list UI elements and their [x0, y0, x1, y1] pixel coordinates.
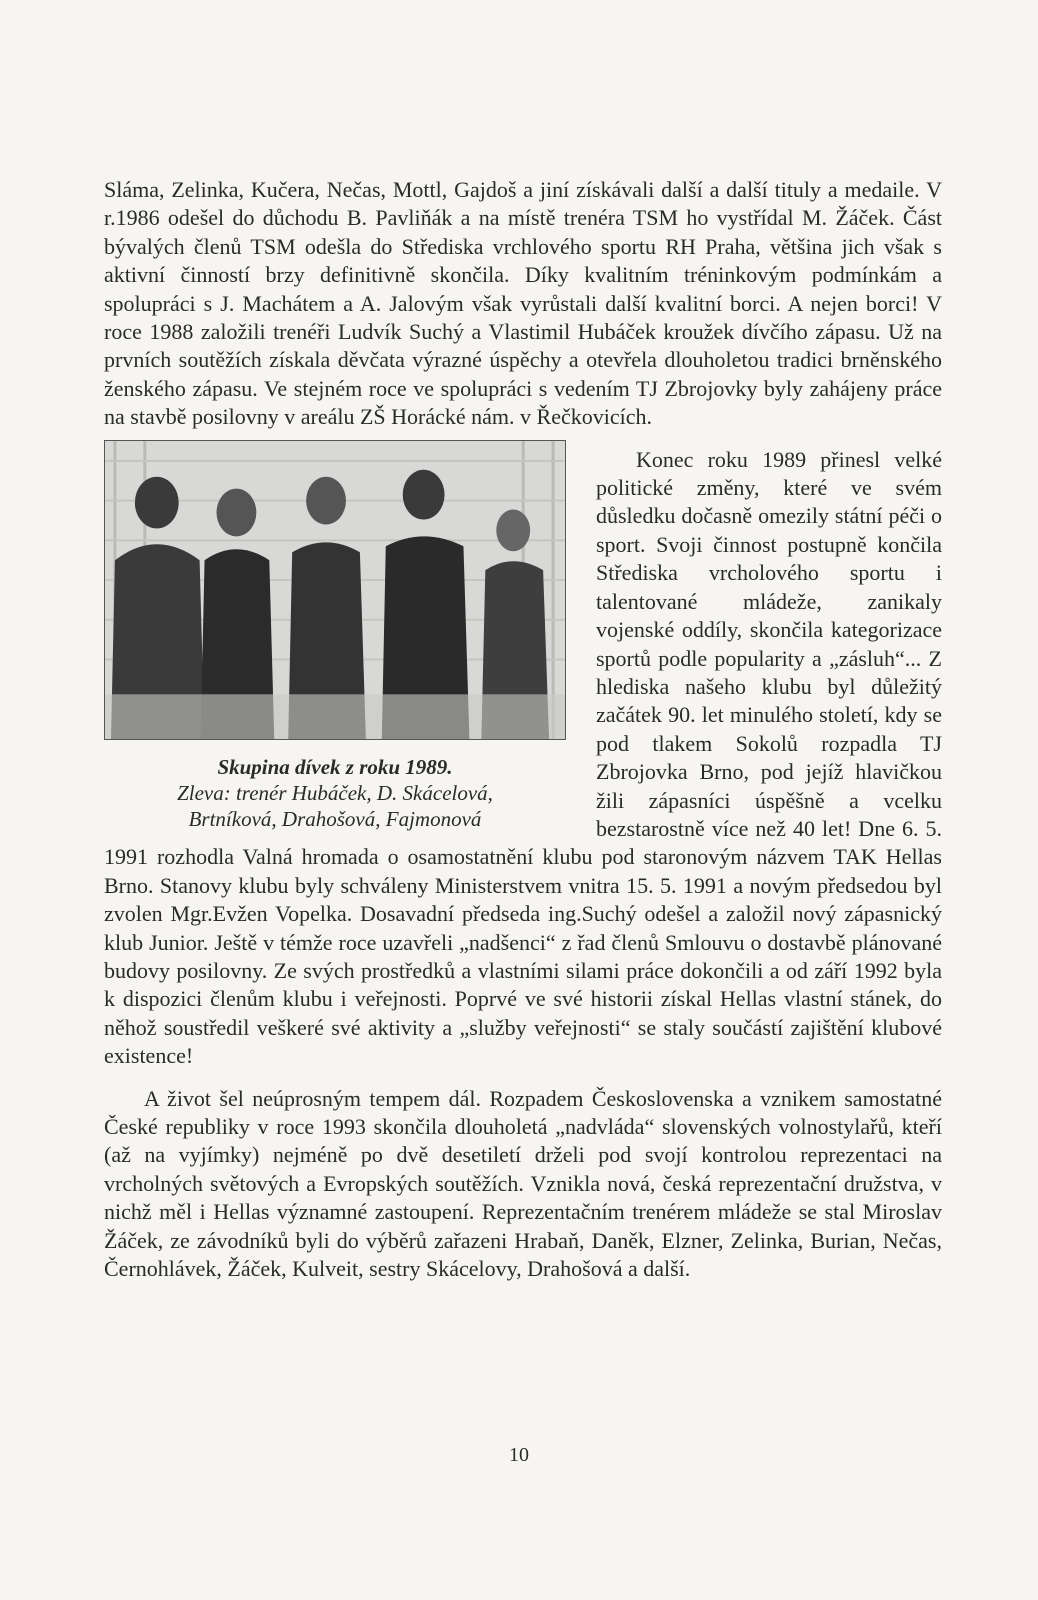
page-content — [104, 176, 942, 1283]
paragraph-1: Sláma, Zelinka, Kučera, Nečas, Mottl, Gajdoš a jiní získávali další a další tituly a medaile. V r.1986 odešel do důchodu B. Pavliňák a na místě trenéra TSM ho vystřídal M. Žáček. Část bývalých členů TSM odešla do Střediska vrchlového sportu RH Praha, většina jich však s aktivní činností brzy definitivně skončila. Díky kvalitním tréninkovým podmínkám a spolupráci s J. Machátem a A. Jalovým však vyrůstali další kvalitní borci. A nejen borci! V roce 1988 založili trenéři Ludvík Suchý a Vlastimil Hubáček kroužek dívčího zápasu. Už na prvních soutěžích získala děvčata výrazné úspěchy a otevřela dlouholetou tradici brněnského ženského zápasu. Ve stejném roce ve spolupráci s vedením TJ Zbrojovky byly zahájeny práce na stavbě posilovny v areálu ZŠ Horácké nám. v Řečkovicích. — [104, 177, 942, 430]
paragraph-2: Konec roku 1989 přinesl velké politické změny, které ve svém důsledku dočasně omezily státní péči o sport. Svoji činnost postupně končila Střediska vrcholového sportu i talentované mládeže, zanikaly vojenské oddíly, skončila kategorizace sportů podle popularity a „zásluh“... Z hlediska našeho klubu byl důležitý začátek 90. let minulého století, kdy se pod tlakem Sokolů rozpadla TJ Zbrojovka Brno, pod jejíž hlavičkou žili zápasníci úspěšně a vcelku bezstarostně více než 40 let! Dne 6. 5. 1991 rozhodla Valná hromada o osamostatnění klubu pod staronovým názvem TAK Hellas Brno. Stanovy klubu byly schváleny Ministerstvem vnitra 15. 5. 1991 a novým předsedou byl zvolen Mgr.Evžen Vopelka. Dosavadní předseda ing.Suchý odešel a založil nový zápasnický klub Junior. Ještě v témže roce uzavřeli „nadšenci“ z řad členů Smlouvu o dostavbě plánované budovy posilovny. Ze svých prostředků a vlastními silami práce dokončili a od září 1992 byla k dispozici členům klubu i veřejnosti. Poprvé ve své historii získal Hellas vlastní stánek, do něhož soustředil veškeré své aktivity a „služby veřejnosti“ se staly součástí zajištění klubové existence! — [104, 446, 942, 1069]
group-photo — [104, 440, 566, 740]
caption-line-2: Zleva: trenér Hubáček, D. Skácelová, — [177, 780, 493, 805]
caption-line-3: Brtníková, Drahošová, Fajmonová — [188, 806, 482, 831]
page-number: 10 — [509, 1444, 529, 1466]
paragraph-3: A život šel neúprosným tempem dál. Rozpadem Československa a vznikem samostatné České republiky v roce 1993 skončila dlouholetá „nadvláda“ slovenských volnostylařů, kteří (až na vyjímky) nejméně po dvě desetiletí drželi pod svojí kontrolou reprezentaci na vrcholných světových a Evropských soutěžích. Vznikla nová, česká reprezentační družstva, v nichž měl i Hellas významné zastoupení. Reprezentačním trenérem mládeže se stal Miroslav Žáček, ze závodníků byli do výběrů zařazeni Hrabaň, Daněk, Elzner, Zelinka, Burian, Nečas, Černohlávek, Žáček, Kulveit, sestry Skácelovy, Drahošová a další. — [104, 1085, 942, 1282]
caption-title: Skupina dívek z roku 1989. — [217, 754, 453, 779]
group-photo-image — [105, 441, 565, 739]
photo-figure — [104, 440, 566, 832]
photo-caption — [104, 754, 566, 832]
